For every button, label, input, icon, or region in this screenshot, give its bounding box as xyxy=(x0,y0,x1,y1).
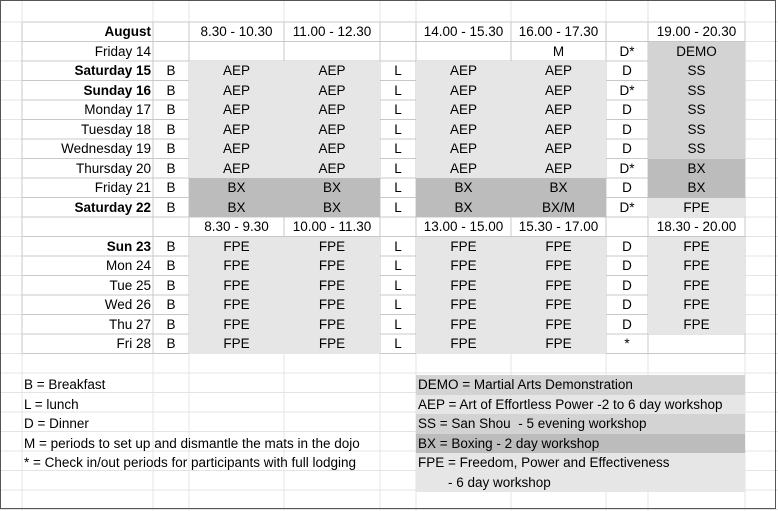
day-label[interactable]: Sun 23 xyxy=(106,238,151,254)
schedule-cell[interactable]: D* xyxy=(619,160,635,176)
schedule-cell[interactable]: FPE xyxy=(511,334,606,354)
schedule-cell[interactable] xyxy=(153,42,189,62)
schedule-cell[interactable]: D xyxy=(622,238,632,254)
legend-right-item: AEP = Art of Effortless Power -2 to 6 day workshop xyxy=(416,395,745,415)
schedule-cell[interactable]: D* xyxy=(619,199,635,215)
day-label[interactable]: Tue 25 xyxy=(109,277,151,293)
schedule-cell[interactable] xyxy=(380,42,416,62)
schedule-cell[interactable]: FPE xyxy=(416,237,511,257)
schedule-cell[interactable]: B xyxy=(166,258,176,273)
schedule-cell[interactable]: BX/M xyxy=(511,198,606,218)
schedule-cell[interactable]: BX xyxy=(511,178,606,198)
schedule-cell[interactable]: B xyxy=(166,121,176,137)
schedule-cell[interactable]: D xyxy=(622,258,632,273)
schedule-cell[interactable]: L xyxy=(394,277,402,293)
schedule-cell[interactable]: L xyxy=(394,160,402,176)
time-header[interactable]: 13.00 - 15.00 xyxy=(423,219,504,234)
schedule-cell[interactable]: FPE xyxy=(189,315,284,335)
schedule-cell[interactable]: D xyxy=(622,102,632,117)
schedule-cell[interactable]: BX xyxy=(416,198,511,218)
schedule-cell[interactable]: FPE xyxy=(416,256,511,276)
schedule-cell[interactable]: AEP xyxy=(189,120,284,140)
schedule-cell[interactable]: D xyxy=(622,180,632,195)
schedule-cell[interactable]: AEP xyxy=(511,100,606,120)
schedule-cell[interactable]: BX xyxy=(284,198,380,218)
schedule-cell[interactable]: AEP xyxy=(284,61,380,81)
schedule-cell[interactable]: M xyxy=(552,43,565,59)
schedule-cell[interactable]: FPE xyxy=(511,276,606,296)
schedule-cell[interactable]: FPE xyxy=(416,295,511,315)
schedule-cell[interactable]: L xyxy=(394,316,402,332)
legend-right-item: - 6 day workshop xyxy=(416,473,745,493)
legend-left-item: M = periods to set up and dismantle the mats in the dojo xyxy=(24,435,360,451)
schedule-cell[interactable] xyxy=(416,42,511,62)
schedule-cell[interactable]: AEP xyxy=(511,139,606,159)
schedule-cell[interactable]: FPE xyxy=(648,198,745,218)
schedule-cell[interactable]: FPE xyxy=(284,334,380,354)
schedule-cell[interactable]: AEP xyxy=(284,139,380,159)
schedule-cell[interactable]: AEP xyxy=(284,159,380,179)
schedule-cell[interactable]: L xyxy=(394,336,402,351)
day-label[interactable]: Sunday 16 xyxy=(83,82,151,98)
schedule-cell[interactable]: BX xyxy=(648,159,745,179)
schedule-cell[interactable] xyxy=(648,334,745,354)
schedule-cell[interactable]: DEMO xyxy=(648,42,745,62)
schedule-cell[interactable]: SS xyxy=(648,139,745,159)
schedule-cell[interactable]: B xyxy=(166,63,176,78)
time-header[interactable]: 10.00 - 11.30 xyxy=(292,219,372,234)
schedule-cell[interactable]: AEP xyxy=(511,159,606,179)
schedule-cell[interactable]: D xyxy=(622,297,632,312)
day-label[interactable]: Saturday 15 xyxy=(74,63,151,78)
time-header[interactable]: 14.00 - 15.30 xyxy=(423,24,504,39)
schedule-cell[interactable]: B xyxy=(166,180,176,195)
schedule-cell[interactable]: D* xyxy=(619,82,635,98)
month-header[interactable]: August xyxy=(104,24,151,39)
day-label[interactable]: Thu 27 xyxy=(108,316,151,332)
time-header[interactable]: 8.30 - 10.30 xyxy=(200,24,273,39)
schedule-cell[interactable]: AEP xyxy=(189,159,284,179)
schedule-cell[interactable]: FPE xyxy=(189,295,284,315)
time-header[interactable]: 18.30 - 20.00 xyxy=(656,219,737,234)
schedule-cell[interactable]: FPE xyxy=(189,334,284,354)
schedule-cell[interactable]: AEP xyxy=(284,81,380,101)
schedule-cell[interactable]: SS xyxy=(648,61,745,81)
time-header[interactable]: 19.00 - 20.30 xyxy=(656,24,737,39)
schedule-cell[interactable]: FPE xyxy=(511,256,606,276)
schedule-cell[interactable]: L xyxy=(394,297,402,312)
schedule-cell[interactable]: AEP xyxy=(284,120,380,140)
time-header[interactable]: 15.30 - 17.00 xyxy=(518,219,599,234)
schedule-cell[interactable]: FPE xyxy=(284,256,380,276)
time-header[interactable] xyxy=(606,22,648,42)
day-label[interactable]: Fri 28 xyxy=(116,336,151,351)
schedule-cell[interactable]: D xyxy=(622,277,632,293)
legend-left-item: D = Dinner xyxy=(24,416,89,431)
schedule-cell[interactable]: L xyxy=(394,82,402,98)
schedule-cell[interactable]: BX xyxy=(284,178,380,198)
schedule-cell[interactable]: FPE xyxy=(416,334,511,354)
time-header[interactable] xyxy=(380,22,416,42)
schedule-cell[interactable]: B xyxy=(166,336,176,351)
schedule-cell[interactable]: AEP xyxy=(416,159,511,179)
schedule-cell[interactable]: AEP xyxy=(416,120,511,140)
schedule-cell[interactable]: FPE xyxy=(416,315,511,335)
schedule-cell[interactable]: D* xyxy=(619,43,635,59)
schedule-cell[interactable]: BX xyxy=(648,178,745,198)
day-label[interactable]: Monday 17 xyxy=(84,102,151,117)
time-header[interactable]: 8.30 - 9.30 xyxy=(204,219,269,234)
day-label[interactable]: Saturday 22 xyxy=(74,199,151,215)
schedule-cell[interactable]: AEP xyxy=(416,81,511,101)
legend-left-item: B = Breakfast xyxy=(24,377,106,392)
schedule-cell[interactable]: D xyxy=(622,121,632,137)
schedule-cell[interactable]: AEP xyxy=(189,81,284,101)
schedule-cell[interactable]: FPE xyxy=(511,237,606,257)
legend-right-item: FPE = Freedom, Power and Effectiveness xyxy=(416,453,745,473)
schedule-cell[interactable]: FPE xyxy=(511,315,606,335)
schedule-cell[interactable]: L xyxy=(394,199,402,215)
schedule-cell[interactable]: L xyxy=(394,238,402,254)
schedule-cell[interactable]: B xyxy=(166,199,176,215)
schedule-cell[interactable]: * xyxy=(624,336,630,351)
schedule-cell[interactable]: L xyxy=(394,121,402,137)
schedule-cell[interactable]: L xyxy=(394,141,402,156)
schedule-cell[interactable]: FPE xyxy=(284,237,380,257)
schedule-cell[interactable]: B xyxy=(166,297,176,312)
schedule-cell[interactable]: AEP xyxy=(511,120,606,140)
day-label[interactable]: Tuesday 18 xyxy=(80,121,151,137)
schedule-cell[interactable]: FPE xyxy=(648,295,745,315)
legend-right-item: DEMO = Martial Arts Demonstration xyxy=(416,375,745,395)
schedule-cell[interactable]: FPE xyxy=(189,276,284,296)
schedule-cell[interactable]: B xyxy=(166,141,176,156)
schedule-cell[interactable]: AEP xyxy=(416,61,511,81)
schedule-cell[interactable]: AEP xyxy=(189,61,284,81)
legend-right-item: SS = San Shou - 5 evening workshop xyxy=(416,414,745,434)
schedule-cell[interactable]: FPE xyxy=(416,276,511,296)
schedule-cell[interactable]: B xyxy=(166,238,176,254)
schedule-cell[interactable]: FPE xyxy=(189,237,284,257)
schedule-cell[interactable]: L xyxy=(394,63,402,78)
legend-right-item: BX = Boxing - 2 day workshop xyxy=(416,434,745,454)
day-label[interactable]: Mon 24 xyxy=(105,258,151,273)
schedule-cell[interactable]: FPE xyxy=(648,256,745,276)
day-label[interactable]: Friday 21 xyxy=(94,180,151,195)
schedule-cell[interactable]: AEP xyxy=(189,100,284,120)
schedule-cell[interactable]: B xyxy=(166,82,176,98)
schedule-cell[interactable]: D xyxy=(622,316,632,332)
schedule-cell[interactable]: AEP xyxy=(511,81,606,101)
schedule-cell[interactable]: FPE xyxy=(284,276,380,296)
schedule-cell[interactable]: B xyxy=(166,316,176,332)
schedule-cell[interactable]: L xyxy=(394,258,402,273)
schedule-cell[interactable]: FPE xyxy=(511,295,606,315)
schedule-cell[interactable]: AEP xyxy=(189,139,284,159)
schedule-cell[interactable]: L xyxy=(394,102,402,117)
time-header[interactable]: 11.00 - 12.30 xyxy=(292,24,372,39)
schedule-cell[interactable]: BX xyxy=(416,178,511,198)
schedule-cell[interactable]: BX xyxy=(189,178,284,198)
schedule-cell[interactable]: AEP xyxy=(511,61,606,81)
schedule-cell[interactable]: SS xyxy=(648,120,745,140)
schedule-cell[interactable]: AEP xyxy=(416,100,511,120)
time-header[interactable]: 16.00 - 17.30 xyxy=(518,24,599,39)
time-header[interactable] xyxy=(606,217,648,237)
schedule-cell[interactable] xyxy=(284,42,380,62)
schedule-cell[interactable]: FPE xyxy=(648,276,745,296)
schedule-cell[interactable]: FPE xyxy=(284,315,380,335)
day-label[interactable]: Wednesday 19 xyxy=(61,141,151,156)
schedule-cell[interactable]: B xyxy=(166,160,176,176)
schedule-cell[interactable]: SS xyxy=(648,100,745,120)
schedule-cell[interactable]: AEP xyxy=(284,100,380,120)
schedule-cell[interactable]: FPE xyxy=(284,295,380,315)
time-header[interactable] xyxy=(380,217,416,237)
schedule-cell[interactable]: FPE xyxy=(189,256,284,276)
schedule-cell[interactable]: BX xyxy=(189,198,284,218)
schedule-cell[interactable]: AEP xyxy=(416,139,511,159)
schedule-cell[interactable]: FPE xyxy=(648,315,745,335)
schedule-cell[interactable]: B xyxy=(166,277,176,293)
day-label[interactable]: Thursday 20 xyxy=(75,160,151,176)
schedule-cell[interactable]: L xyxy=(394,180,402,195)
legend-left-item: * = Check in/out periods for participants with full lodging xyxy=(24,455,357,470)
legend-left-item: L = lunch xyxy=(24,396,79,412)
schedule-cell[interactable]: D xyxy=(622,63,632,78)
day-label[interactable]: Friday 14 xyxy=(94,43,151,59)
schedule-cell[interactable]: B xyxy=(166,102,176,117)
schedule-cell[interactable]: SS xyxy=(648,81,745,101)
schedule-cell[interactable] xyxy=(189,42,284,62)
schedule-cell[interactable]: D xyxy=(622,141,632,156)
schedule-cell[interactable]: FPE xyxy=(648,237,745,257)
day-label[interactable]: Wed 26 xyxy=(104,297,151,312)
